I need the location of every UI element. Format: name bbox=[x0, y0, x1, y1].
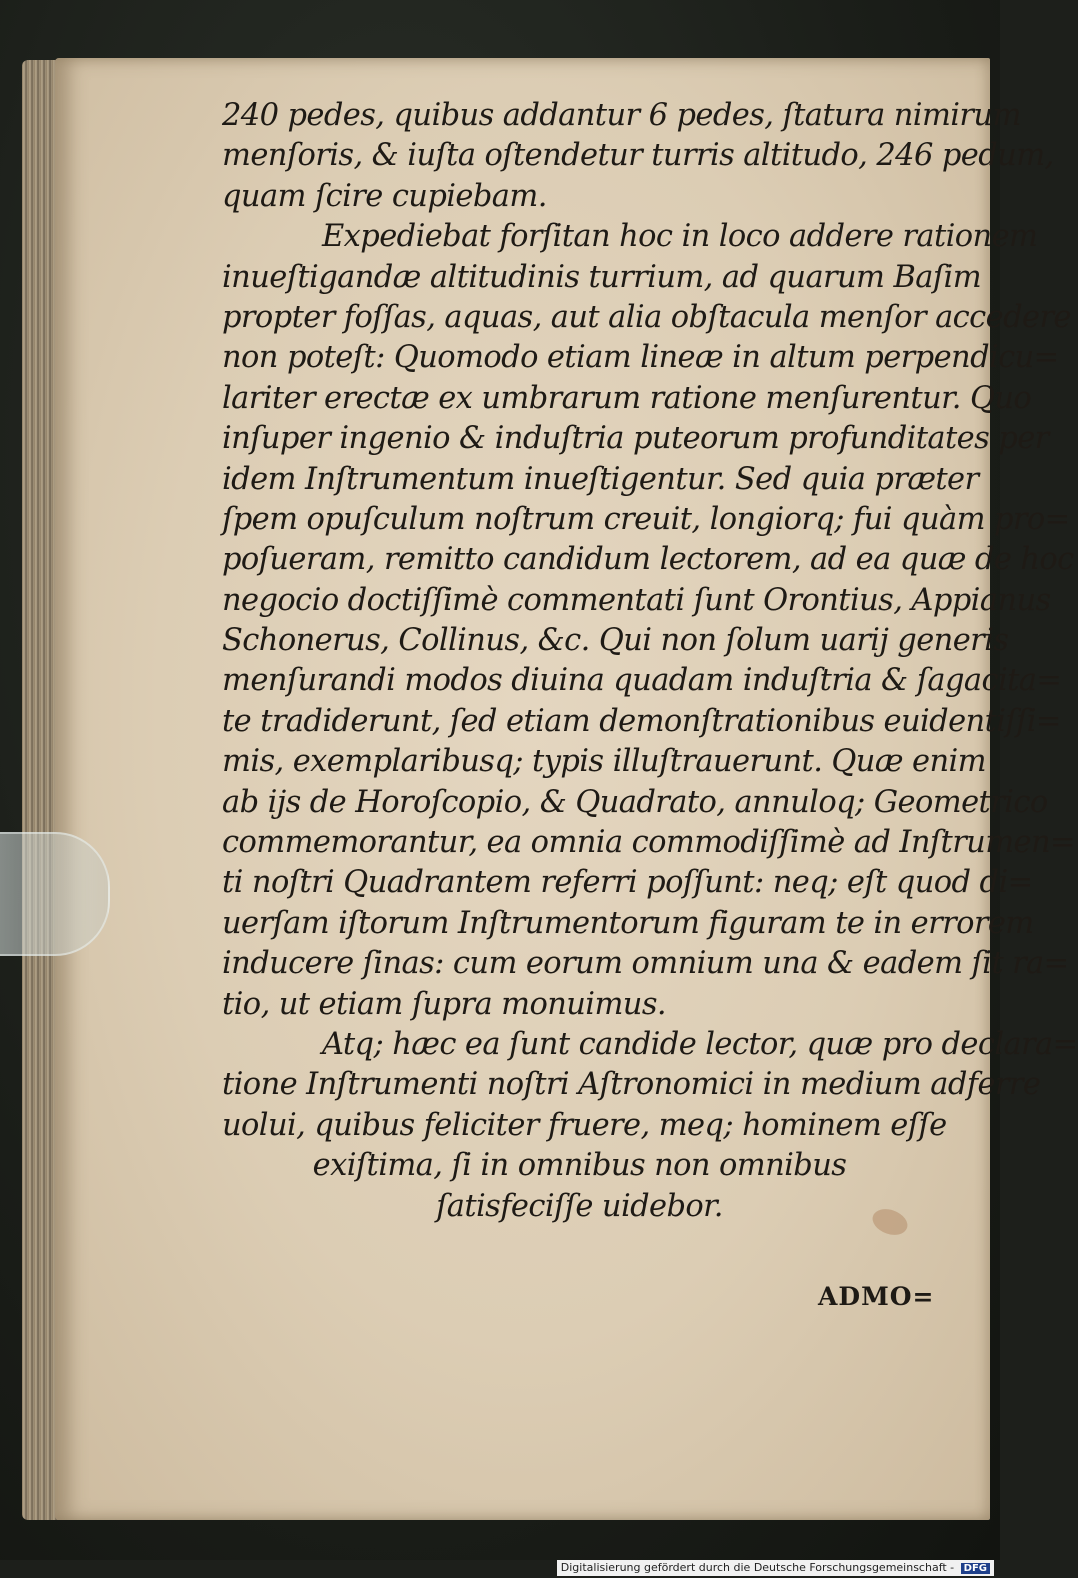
text-line: ſpem opuſculum noſtrum creuit, longiorq; fui quàm pro= bbox=[222, 501, 1070, 537]
text-line: mis, exemplaribusq; typis illuſtrauerunt. Quæ enim bbox=[222, 744, 986, 780]
footer-text: Digitalisierung gefördert durch die Deutsche Forschungsgemeinschaft - bbox=[560, 1561, 955, 1574]
text-line: uolui, quibus feliciter fruere, meq; hominem eſſe bbox=[222, 1107, 947, 1143]
text-line: uerſam iſtorum Inſtrumentorum figuram te in errorem bbox=[222, 905, 1034, 941]
text-line: te tradiderunt, ſed etiam demonſtrationibus euidentiſſi= bbox=[222, 703, 1061, 739]
text-line: tio, ut etiam ſupra monuimus. bbox=[222, 986, 666, 1022]
digitization-footer bbox=[557, 1560, 994, 1576]
dfg-logo: DFG bbox=[961, 1563, 990, 1574]
page-text bbox=[222, 96, 1078, 1227]
text-line: ti noſtri Quadrantem referri poſſunt: neq; eſt quod di= bbox=[222, 865, 1033, 901]
text-line: tione Inſtrumenti noſtri Aſtronomici in medium adferre bbox=[222, 1067, 1041, 1103]
text-line: inſuper ingenio & induſtria puteorum profunditates per bbox=[222, 421, 1049, 457]
text-line: idem Inſtrumentum inueſtigentur. Sed quia præter bbox=[222, 461, 979, 497]
text-line: Schonerus, Collinus, &c. Qui non ſolum uarij generis bbox=[222, 623, 1009, 659]
text-line: commemorantur, ea omnia commodiſſimè ad Inſtrumen= bbox=[222, 825, 1075, 861]
text-line: menſoris, & iuſta oſtendetur turris altitudo, 246 pedum, bbox=[222, 138, 1054, 174]
catchword: ADMO= bbox=[818, 1282, 935, 1311]
text-line: non poteſt: Quomodo etiam lineæ in altum perpendicu= bbox=[222, 340, 1059, 376]
text-line: inducere ſinas: cum eorum omnium una & eadem ſit ra= bbox=[222, 946, 1069, 982]
text-line: lariter erectæ ex umbrarum ratione menſurentur. Quo bbox=[222, 380, 1032, 416]
text-line: Expediebat forſitan hoc in loco addere rationem bbox=[322, 219, 1038, 255]
text-line: ab ijs de Horoſcopio, & Quadrato, annuloq; Geometrico bbox=[222, 784, 1048, 820]
text-line: menſurandi modos diuina quadam induſtria & ſagacita= bbox=[222, 663, 1062, 699]
text-line: ſatisfeciſſe uidebor. bbox=[436, 1188, 723, 1224]
book-clip bbox=[0, 832, 110, 956]
text-line: negocio doctiſſimè commentati ſunt Orontius, Appianus bbox=[222, 582, 1051, 618]
text-line: exiſtima, ſi in omnibus non omnibus bbox=[312, 1148, 847, 1184]
text-line: inueſtigandæ altitudinis turrium, ad quarum Baſim bbox=[222, 259, 982, 295]
text-line: poſueram, remitto candidum lectorem, ad ea quæ de hoc bbox=[222, 542, 1074, 578]
text-line: quam ſcire cupiebam. bbox=[222, 178, 547, 214]
text-line: Atq; hæc ea ſunt candide lector, quæ pro declara= bbox=[322, 1026, 1078, 1062]
text-line: 240 pedes, quibus addantur 6 pedes, ſtatura nimirum bbox=[222, 98, 1021, 133]
text-line: propter foſſas, aquas, aut alia obſtacula menſor accedere bbox=[222, 299, 1071, 335]
